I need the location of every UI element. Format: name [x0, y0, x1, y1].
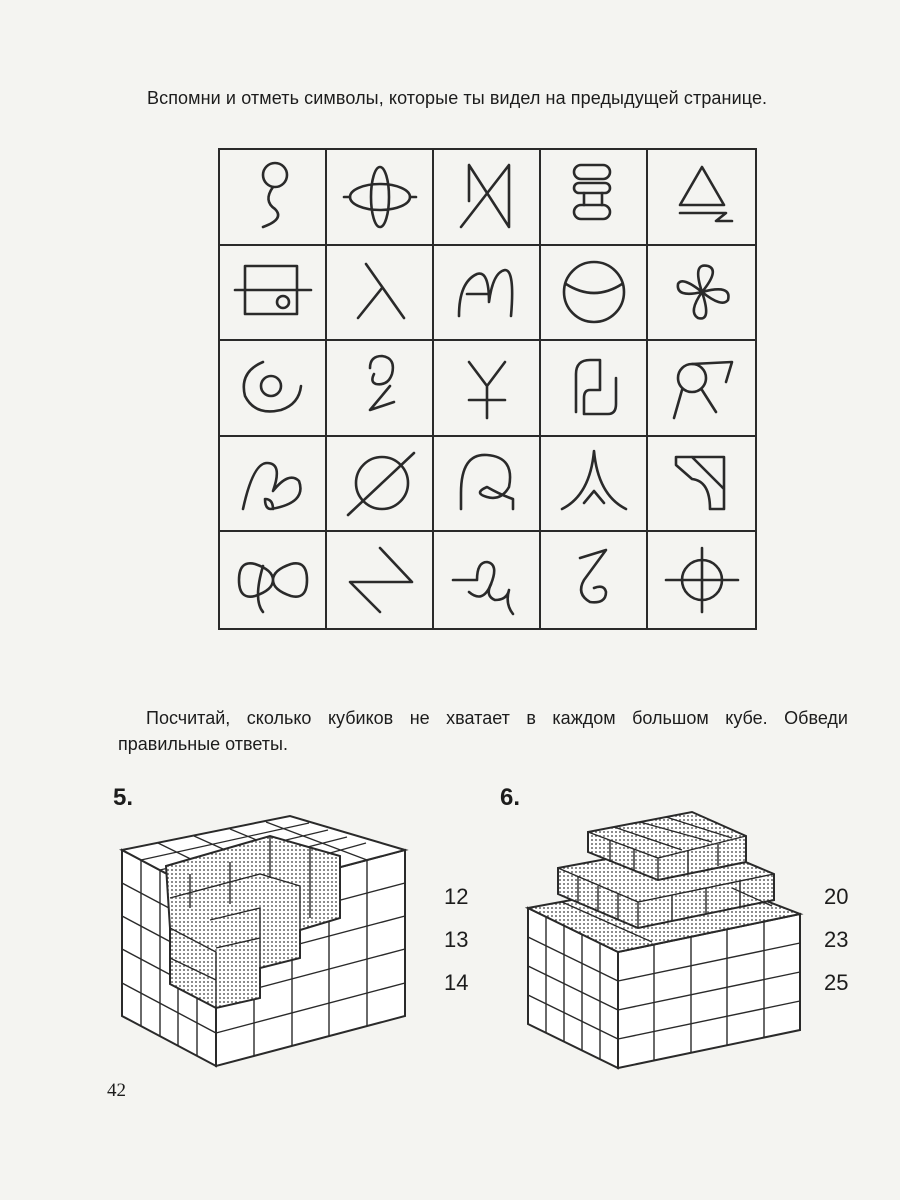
answer-options-5 — [444, 884, 468, 1013]
answer-option[interactable]: 23 — [824, 927, 849, 952]
hourglass-z-icon — [340, 540, 420, 620]
symbol-cell[interactable] — [648, 246, 755, 342]
yin-circle-icon — [554, 252, 634, 332]
meander-icon — [554, 348, 634, 428]
symbol-cell[interactable] — [220, 532, 327, 628]
symbol-cell[interactable] — [327, 532, 434, 628]
symbol-cell[interactable] — [220, 437, 327, 533]
lambda-icon — [340, 252, 420, 332]
symbol-cell[interactable] — [327, 246, 434, 342]
cube-figure-5 — [110, 808, 420, 1078]
symbol-cell[interactable] — [434, 532, 541, 628]
symbol-cell[interactable] — [434, 341, 541, 437]
b-curve-icon — [233, 443, 313, 523]
instruction-symbols: Вспомни и отметь символы, которые ты видел на предыдущей странице. — [147, 88, 768, 108]
teardrop-loop-icon — [447, 443, 527, 523]
symbol-cell[interactable] — [541, 341, 648, 437]
slashed-circle-icon — [340, 443, 420, 523]
spiral-arc-icon — [233, 348, 313, 428]
symbol-cell[interactable] — [648, 437, 755, 533]
symbol-cell[interactable] — [648, 341, 755, 437]
symbol-cell[interactable] — [220, 150, 327, 246]
triangle-zigzag-icon — [662, 157, 742, 237]
symbol-cell[interactable] — [434, 246, 541, 342]
diagonal-notch-icon — [662, 443, 742, 523]
symbol-cell[interactable] — [327, 341, 434, 437]
instruction-count-cubes: Посчитай, сколько кубиков не хватает в каждом большом кубе. Обведи правильные ответы. — [118, 708, 848, 754]
propeller-icon — [662, 252, 742, 332]
stacked-ovals-icon — [554, 157, 634, 237]
curly-e-icon — [447, 540, 527, 620]
y-cross-icon — [447, 348, 527, 428]
figure-eight-icon — [233, 540, 313, 620]
symbol-cell[interactable] — [541, 246, 648, 342]
symbol-cell[interactable] — [220, 341, 327, 437]
problem-number: 5. — [113, 784, 134, 811]
cube-figure-6 — [522, 802, 812, 1072]
branch-tent-icon — [554, 443, 634, 523]
symbol-cell[interactable] — [648, 150, 755, 246]
answer-option[interactable]: 20 — [824, 884, 849, 909]
answer-option[interactable]: 14 — [444, 970, 469, 995]
answer-option[interactable]: 13 — [444, 927, 469, 952]
answer-option[interactable]: 25 — [824, 970, 849, 995]
hook-wave-icon — [447, 252, 527, 332]
crosshair-icon — [662, 540, 742, 620]
answer-options-6 — [824, 884, 848, 1013]
page-number: 42 — [107, 1080, 126, 1101]
loop-ellipses-icon — [340, 157, 420, 237]
symbol-grid — [218, 148, 757, 630]
symbol-cell[interactable] — [541, 437, 648, 533]
symbol-cell[interactable] — [541, 532, 648, 628]
symbol-cell[interactable] — [327, 150, 434, 246]
s-hook-icon — [554, 540, 634, 620]
curl-bolt-icon — [340, 348, 420, 428]
symbol-cell[interactable] — [220, 246, 327, 342]
problem-number: 6. — [500, 784, 521, 811]
bow-tie-z-icon — [447, 157, 527, 237]
circle-hook-icon — [233, 157, 313, 237]
symbol-cell[interactable] — [434, 150, 541, 246]
answer-option[interactable]: 12 — [444, 884, 469, 909]
circle-flag-icon — [662, 348, 742, 428]
symbol-cell[interactable] — [434, 437, 541, 533]
symbol-cell[interactable] — [648, 532, 755, 628]
symbol-cell[interactable] — [541, 150, 648, 246]
symbol-cell[interactable] — [327, 437, 434, 533]
rect-circle-line-icon — [233, 252, 313, 332]
